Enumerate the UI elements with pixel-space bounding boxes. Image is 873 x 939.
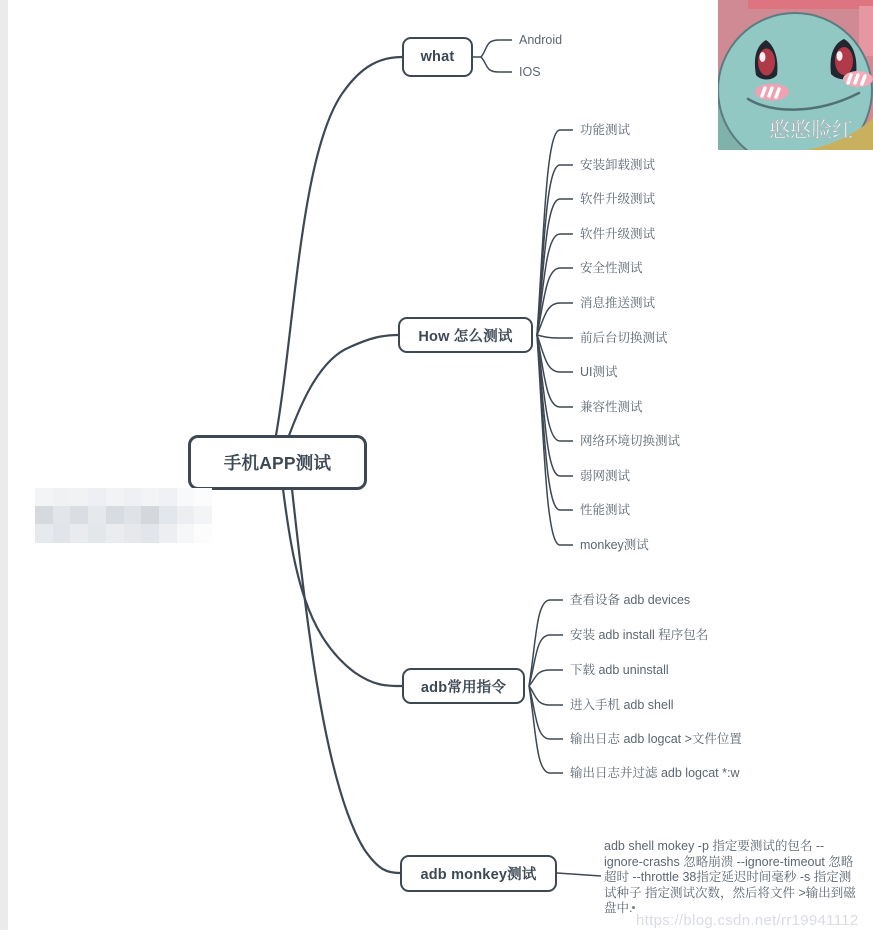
mosaic-cell (177, 524, 195, 543)
mosaic-cell (194, 488, 212, 507)
connector-leaf (481, 57, 512, 72)
fan-connectors (473, 40, 573, 773)
mosaic-cell (124, 488, 142, 507)
connector-root-monkey (292, 489, 400, 873)
leaf-label[interactable]: 前后台切换测试 (580, 331, 668, 345)
leaf-label[interactable]: 进入手机 adb shell (570, 698, 674, 712)
leaf-label[interactable]: monkey测试 (580, 538, 649, 552)
mosaic-cell (159, 488, 177, 507)
leaf-label[interactable]: 输出日志并过滤 adb logcat *:w (570, 766, 740, 780)
mosaic-cell (106, 488, 124, 507)
leaf-label[interactable]: IOS (519, 65, 541, 79)
mosaic-cell (88, 506, 106, 525)
mosaic-cell (159, 506, 177, 525)
connector-leaf (529, 670, 563, 686)
leaf-label[interactable]: Android (519, 33, 563, 47)
mosaic-cell (70, 506, 88, 525)
mosaic-cell (106, 506, 124, 525)
leaf-label[interactable]: 查看设备 adb devices (570, 593, 691, 607)
mosaic-cell (106, 524, 124, 543)
leaf-label[interactable]: 下载 adb uninstall (570, 663, 669, 677)
leaf-label[interactable]: 兼容性测试 (580, 400, 643, 414)
branch-node-what[interactable]: what (402, 37, 473, 77)
mosaic-cell (141, 524, 159, 543)
mosaic-cell (35, 506, 53, 525)
leaf-label[interactable]: 网络环境切换测试 (580, 434, 681, 448)
mosaic-cell (88, 524, 106, 543)
branch-node-adb[interactable]: adb常用指令 (402, 668, 525, 704)
mosaic-cell (124, 524, 142, 543)
connector-root-adb (283, 489, 402, 686)
connector-leaf (529, 686, 563, 773)
mosaic-cell (35, 488, 53, 507)
leaf-label[interactable]: 功能测试 (580, 123, 631, 137)
mosaic-cell (53, 506, 71, 525)
connector-monkey-detail (557, 873, 601, 876)
mosaic-cell (177, 488, 195, 507)
leaf-label[interactable]: 安全性测试 (580, 261, 643, 275)
mosaic-cell (194, 506, 212, 525)
squirtle-sticker (718, 0, 873, 150)
connector-leaf (481, 40, 512, 57)
mosaic-cell (70, 488, 88, 507)
mosaic-cell (194, 524, 212, 543)
leaf-label[interactable]: 软件升级测试 (580, 192, 656, 206)
branch-node-adb-monkey[interactable]: adb monkey测试 (400, 855, 557, 892)
mosaic-cell (53, 524, 71, 543)
leaf-label[interactable]: 输出日志 adb logcat >文件位置 (570, 732, 742, 746)
connector-root-how (287, 335, 398, 441)
monkey-detail-text[interactable]: adb shell mokey -p 指定要测试的包名 --ignore-crashs 忽略崩溃 --ignore-timeout 忽略超时 --throttle 38指定延迟时间毫秒 -s 指定测试种子 指定测试次数，然后将文件 >输出到磁盘中. (604, 839, 856, 916)
leaf-label[interactable]: 消息推送测试 (580, 296, 656, 310)
mosaic-cell (141, 488, 159, 507)
connector-root-what (275, 57, 402, 441)
leaf-label[interactable]: 软件升级测试 (580, 227, 656, 241)
leaf-label[interactable]: 安装卸载测试 (580, 158, 656, 172)
mosaic-cell (70, 524, 88, 543)
mosaic-cell (53, 488, 71, 507)
mosaic-cell (141, 506, 159, 525)
connector-leaf (537, 335, 573, 338)
mosaic-cell (177, 506, 195, 525)
connector-leaf (529, 686, 563, 705)
branch-node-how[interactable]: How 怎么测试 (398, 317, 533, 353)
mosaic-cell (159, 524, 177, 543)
leaf-label[interactable]: 弱网测试 (580, 469, 631, 483)
mosaic-cell (124, 506, 142, 525)
connector-leaf (529, 600, 563, 686)
csdn-watermark: https://blog.csdn.net/rr19941112 (636, 912, 859, 929)
leaf-label[interactable]: UI测试 (580, 365, 618, 379)
mosaic-cell (35, 524, 53, 543)
watermark-dot (632, 906, 635, 909)
leaf-label[interactable]: 性能测试 (580, 503, 631, 517)
mosaic-cell (88, 488, 106, 507)
sticker-caption: 憨憨脸红 (769, 119, 853, 142)
leaf-label[interactable]: 安装 adb install 程序包名 (570, 628, 709, 642)
root-node[interactable]: 手机APP测试 (188, 435, 367, 490)
